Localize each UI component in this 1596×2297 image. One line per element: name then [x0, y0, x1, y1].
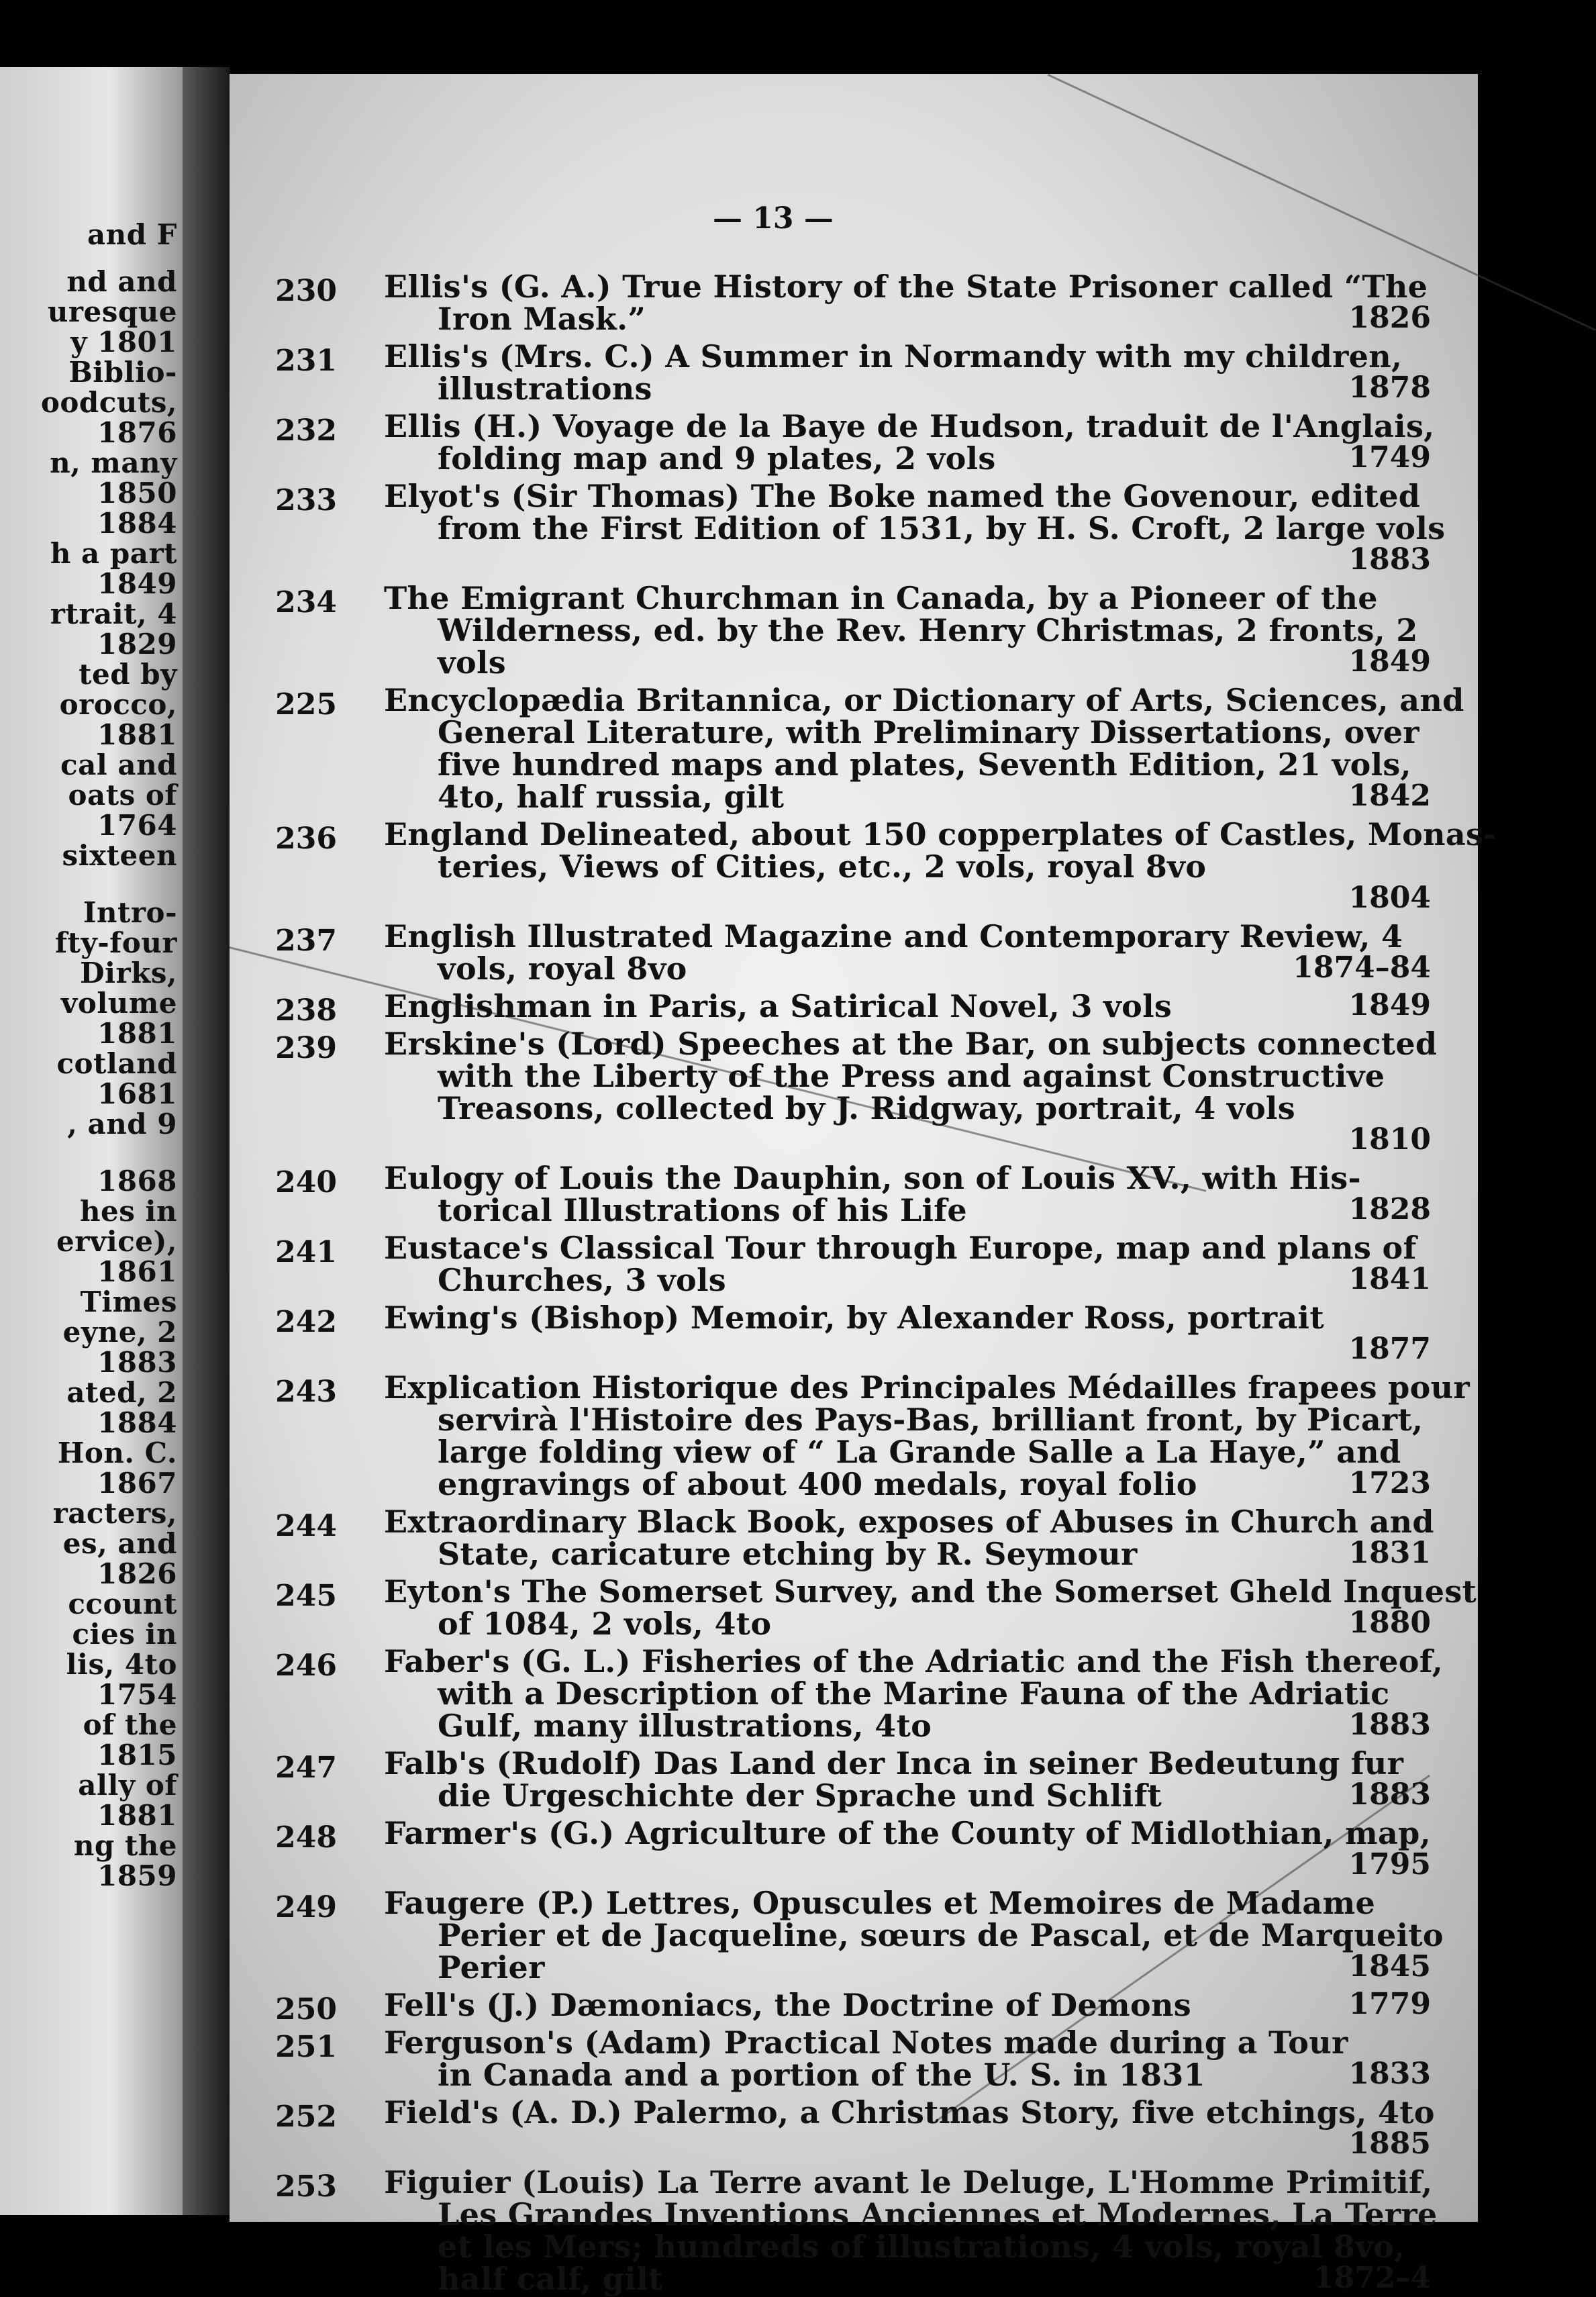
entry-number: 248	[275, 1820, 337, 1855]
entry-year: 1883	[1348, 542, 1431, 577]
entry-text-line: Eustace's Classical Tour through Europe, map and plans of	[384, 1230, 1417, 1266]
entry-text-line: et les Mers; hundreds of illustrations, 4 vols, royal 8vo,	[438, 2229, 1405, 2265]
entry-text-line: Faber's (G. L.) Fisheries of the Adriatic and the Fish thereof,	[384, 1643, 1444, 1679]
entry-text-line: Perier	[438, 1949, 545, 1986]
entry-number: 251	[275, 2030, 337, 2064]
entry-year: 1841	[1348, 1262, 1431, 1296]
entry-year: 1779	[1348, 1987, 1431, 2021]
entry-number: 242	[275, 1305, 337, 1339]
entry-text-line: Erskine's (Lord) Speeches at the Bar, on subjects connected	[384, 1026, 1438, 1062]
entry-text-line: large folding view of “ La Grande Salle a La Haye,” and	[438, 1434, 1401, 1470]
entry-text-line: Ellis's (G. A.) True History of the State Prisoner called “The	[384, 268, 1428, 305]
left-page-line: h a part	[50, 537, 177, 570]
entry-text-line: Farmer's (G.) Agriculture of the County of Midlothian, map,	[384, 1815, 1431, 1851]
left-page-line: 1883	[97, 1346, 177, 1379]
entry-number: 234	[275, 585, 337, 620]
entry-text-line: Ferguson's (Adam) Practical Notes made during a Tour	[384, 2024, 1348, 2061]
entry-year: 1804	[1348, 881, 1431, 915]
entry-year: 1874–84	[1293, 950, 1431, 985]
entry-text-line: vols	[438, 644, 506, 681]
left-page-line: 1681	[97, 1077, 177, 1110]
left-page-line: Biblio-	[68, 356, 177, 389]
entry-year: 1885	[1348, 2127, 1431, 2161]
entry-text-line: servirà l'Histoire des Pays-Bas, brilliant front, by Picart,	[438, 1402, 1424, 1438]
entry-number: 241	[275, 1235, 337, 1269]
entry-number: 245	[275, 1579, 337, 1613]
left-page-line: eyne, 2	[62, 1316, 177, 1349]
entry-text-line: State, caricature etching by R. Seymour	[438, 1536, 1138, 1572]
left-page-line: es, and	[62, 1527, 177, 1560]
left-page-line: lis, 4to	[66, 1648, 177, 1681]
left-page-line: 1881	[97, 718, 177, 751]
left-page-line: cal and	[60, 748, 177, 781]
left-page-line: 1867	[97, 1467, 177, 1500]
entry-text-line: with the Liberty of the Press and against Constructive	[438, 1058, 1385, 1094]
entry-text-line: torical Illustrations of his Life	[438, 1192, 967, 1228]
left-page-line: oats of	[68, 779, 177, 812]
entry-number: 231	[275, 344, 337, 378]
entry-number: 236	[275, 822, 337, 856]
entry-year: 1883	[1348, 1708, 1431, 1742]
left-page-line: 1861	[97, 1255, 177, 1288]
entry-text-line: Field's (A. D.) Palermo, a Christmas Story, five etchings, 4to	[384, 2094, 1435, 2131]
entry-number: 246	[275, 1649, 337, 1683]
left-page-line: 1881	[97, 1017, 177, 1050]
entry-text-line: die Urgeschichte der Sprache und Schlift	[438, 1777, 1162, 1814]
entry-year: 1833	[1348, 2057, 1431, 2091]
entry-text-line: half calf, gilt	[438, 2261, 663, 2297]
entry-year: 1849	[1348, 988, 1431, 1022]
left-page-line: rtrait, 4	[50, 597, 177, 630]
entry-text-line: Perier et de Jacqueline, sœurs de Pascal, et de Marqueito	[438, 1917, 1444, 1953]
entry-text-line: Gulf, many illustrations, 4to	[438, 1708, 932, 1744]
entry-number: 225	[275, 687, 337, 722]
left-page-line: cies in	[72, 1618, 177, 1651]
page-gutter	[183, 67, 230, 2215]
left-page-line: 1884	[97, 1406, 177, 1439]
entry-text-line: folding map and 9 plates, 2 vols	[438, 440, 996, 477]
left-page-line: uresque	[47, 295, 177, 328]
entry-number: 244	[275, 1509, 337, 1543]
entry-text-line: vols, royal 8vo	[438, 950, 687, 987]
entry-year: 1877	[1348, 1332, 1431, 1366]
left-page-line: racters,	[52, 1497, 177, 1530]
left-page-line: ervice),	[56, 1225, 177, 1258]
entry-text-line: Eulogy of Louis the Dauphin, son of Louis XV., with His-	[384, 1160, 1361, 1196]
entry-number: 240	[275, 1165, 337, 1200]
entry-text-line: Encyclopædia Britannica, or Dictionary of Arts, Sciences, and	[384, 682, 1464, 718]
left-page-line: volume	[60, 987, 177, 1020]
left-page-line: Intro-	[83, 896, 177, 929]
entry-number: 243	[275, 1375, 337, 1409]
left-page-line: 1884	[97, 507, 177, 540]
entry-year: 1723	[1348, 1466, 1431, 1500]
entry-number: 247	[275, 1751, 337, 1785]
left-page-line: of the	[83, 1708, 177, 1741]
entry-year: 1878	[1348, 371, 1431, 405]
entry-year: 1872–4	[1313, 2261, 1431, 2295]
entry-year: 1828	[1348, 1192, 1431, 1226]
entry-text-line: illustrations	[438, 371, 652, 407]
left-page-line: nd and	[66, 265, 177, 298]
left-page-line: 1829	[97, 628, 177, 661]
entry-number: 253	[275, 2169, 337, 2204]
entry-text-line: General Literature, with Preliminary Dissertations, over	[438, 714, 1419, 750]
entry-year: 1883	[1348, 1777, 1431, 1812]
catalog-page	[230, 74, 1497, 2297]
entry-text-line: Treasons, collected by J. Ridgway, portrait, 4 vols	[438, 1090, 1295, 1126]
entry-number: 252	[275, 2100, 337, 2134]
entry-text-line: Elyot's (Sir Thomas) The Boke named the Govenour, edited	[384, 478, 1421, 514]
entry-year: 1749	[1348, 440, 1431, 475]
entry-year: 1810	[1348, 1122, 1431, 1157]
left-page-line: sixteen	[62, 839, 177, 872]
left-page-line: hes in	[79, 1195, 177, 1228]
left-page-line: fty-four	[54, 926, 177, 959]
page-number: — 13 —	[713, 201, 834, 236]
left-page-line: ted by	[79, 658, 177, 691]
entry-text-line: Ellis (H.) Voyage de la Baye de Hudson, traduit de l'Anglais,	[384, 408, 1435, 444]
left-page-line: 1754	[97, 1678, 177, 1711]
entry-number: 250	[275, 1992, 337, 2026]
entry-year: 1849	[1348, 644, 1431, 679]
entry-text-line: Explication Historique des Principales Médailles frapees pour	[384, 1369, 1470, 1406]
left-page-line: oodcuts,	[40, 386, 177, 419]
left-page-line: Dirks,	[80, 957, 177, 989]
entry-number: 233	[275, 483, 337, 518]
entry-text-line: Fell's (J.) Dæmoniacs, the Doctrine of Demons	[384, 1987, 1191, 2023]
entry-text-line: of 1084, 2 vols, 4to	[438, 1606, 772, 1642]
entry-text-line: English Illustrated Magazine and Contemporary Review, 4	[384, 918, 1403, 955]
left-page-line: 1850	[97, 477, 177, 509]
left-page-line: Hon. C.	[57, 1436, 177, 1469]
left-page-line: 1876	[97, 416, 177, 449]
entry-text-line: Faugere (P.) Lettres, Opuscules et Memoires de Madame	[384, 1885, 1376, 1921]
left-page-line: ccount	[68, 1587, 177, 1620]
entry-year: 1795	[1348, 1847, 1431, 1881]
left-page-line: Times	[80, 1285, 177, 1318]
entry-text-line: Falb's (Rudolf) Das Land der Inca in seiner Bedeutung fur	[384, 1745, 1404, 1781]
entry-year: 1826	[1348, 301, 1431, 335]
entry-text-line: Extraordinary Black Book, exposes of Abuses in Church and	[384, 1504, 1434, 1540]
previous-page	[0, 67, 183, 2215]
left-page-line: orocco,	[59, 688, 177, 721]
entry-text-line: five hundred maps and plates, Seventh Edition, 21 vols,	[438, 746, 1411, 783]
left-page-line: n, many	[50, 446, 177, 479]
entry-text-line: teries, Views of Cities, etc., 2 vols, royal 8vo	[438, 848, 1207, 885]
left-page-line: , and 9	[67, 1108, 177, 1140]
entry-text-line: with a Description of the Marine Fauna of the Adriatic	[438, 1675, 1390, 1712]
left-page-line: 1881	[97, 1799, 177, 1832]
entry-number: 249	[275, 1890, 337, 1924]
left-page-line: 1859	[97, 1859, 177, 1892]
entry-number: 230	[275, 274, 337, 308]
entry-text-line: 4to, half russia, gilt	[438, 779, 785, 815]
left-page-line: 1849	[97, 567, 177, 600]
left-page-line: and F	[87, 218, 177, 251]
entry-number: 238	[275, 993, 337, 1028]
entry-number: 239	[275, 1031, 337, 1065]
left-page-line: 1815	[97, 1739, 177, 1771]
left-page-line: y 1801	[70, 326, 177, 358]
left-page-line: cotland	[56, 1047, 177, 1080]
left-page-line: 1764	[97, 809, 177, 842]
left-page-line: ated, 2	[66, 1376, 177, 1409]
entry-text-line: Ewing's (Bishop) Memoir, by Alexander Ross, portrait	[384, 1300, 1324, 1336]
entry-text-line: from the First Edition of 1531, by H. S. Croft, 2 large vols	[438, 510, 1446, 546]
entry-text-line: Figuier (Louis) La Terre avant le Deluge, L'Homme Primitif,	[384, 2164, 1433, 2200]
entry-text-line: Ellis's (Mrs. C.) A Summer in Normandy with my children,	[384, 338, 1403, 375]
left-page-line: ally of	[78, 1769, 177, 1802]
left-page-line: ng the	[73, 1829, 177, 1862]
entry-text-line: Iron Mask.”	[438, 301, 646, 337]
entry-text-line: in Canada and a portion of the U. S. in 1831	[438, 2057, 1205, 2093]
entry-text-line: England Delineated, about 150 copperplates of Castles, Monas-	[384, 816, 1497, 852]
entry-text-line: engravings of about 400 medals, royal folio	[438, 1466, 1197, 1502]
entry-year: 1842	[1348, 779, 1431, 813]
entry-text-line: Eyton's The Somerset Survey, and the Somerset Gheld Inquest	[384, 1573, 1477, 1610]
left-page-line: 1868	[97, 1165, 177, 1198]
entry-year: 1880	[1348, 1606, 1431, 1640]
entry-year: 1845	[1348, 1949, 1431, 1984]
entry-number: 237	[275, 924, 337, 958]
entry-text-line: Les Grandes Inventions Anciennes et Modernes, La Terre	[438, 2196, 1438, 2233]
entry-year: 1831	[1348, 1536, 1431, 1570]
entry-text-line: Churches, 3 vols	[438, 1262, 726, 1298]
entry-text-line: The Emigrant Churchman in Canada, by a Pioneer of the	[384, 580, 1378, 616]
entry-text-line: Wilderness, ed. by the Rev. Henry Christmas, 2 fronts, 2	[438, 612, 1418, 648]
entry-text-line: Englishman in Paris, a Satirical Novel, 3 vols	[384, 988, 1173, 1024]
entry-number: 232	[275, 413, 337, 448]
left-page-line: 1826	[97, 1557, 177, 1590]
